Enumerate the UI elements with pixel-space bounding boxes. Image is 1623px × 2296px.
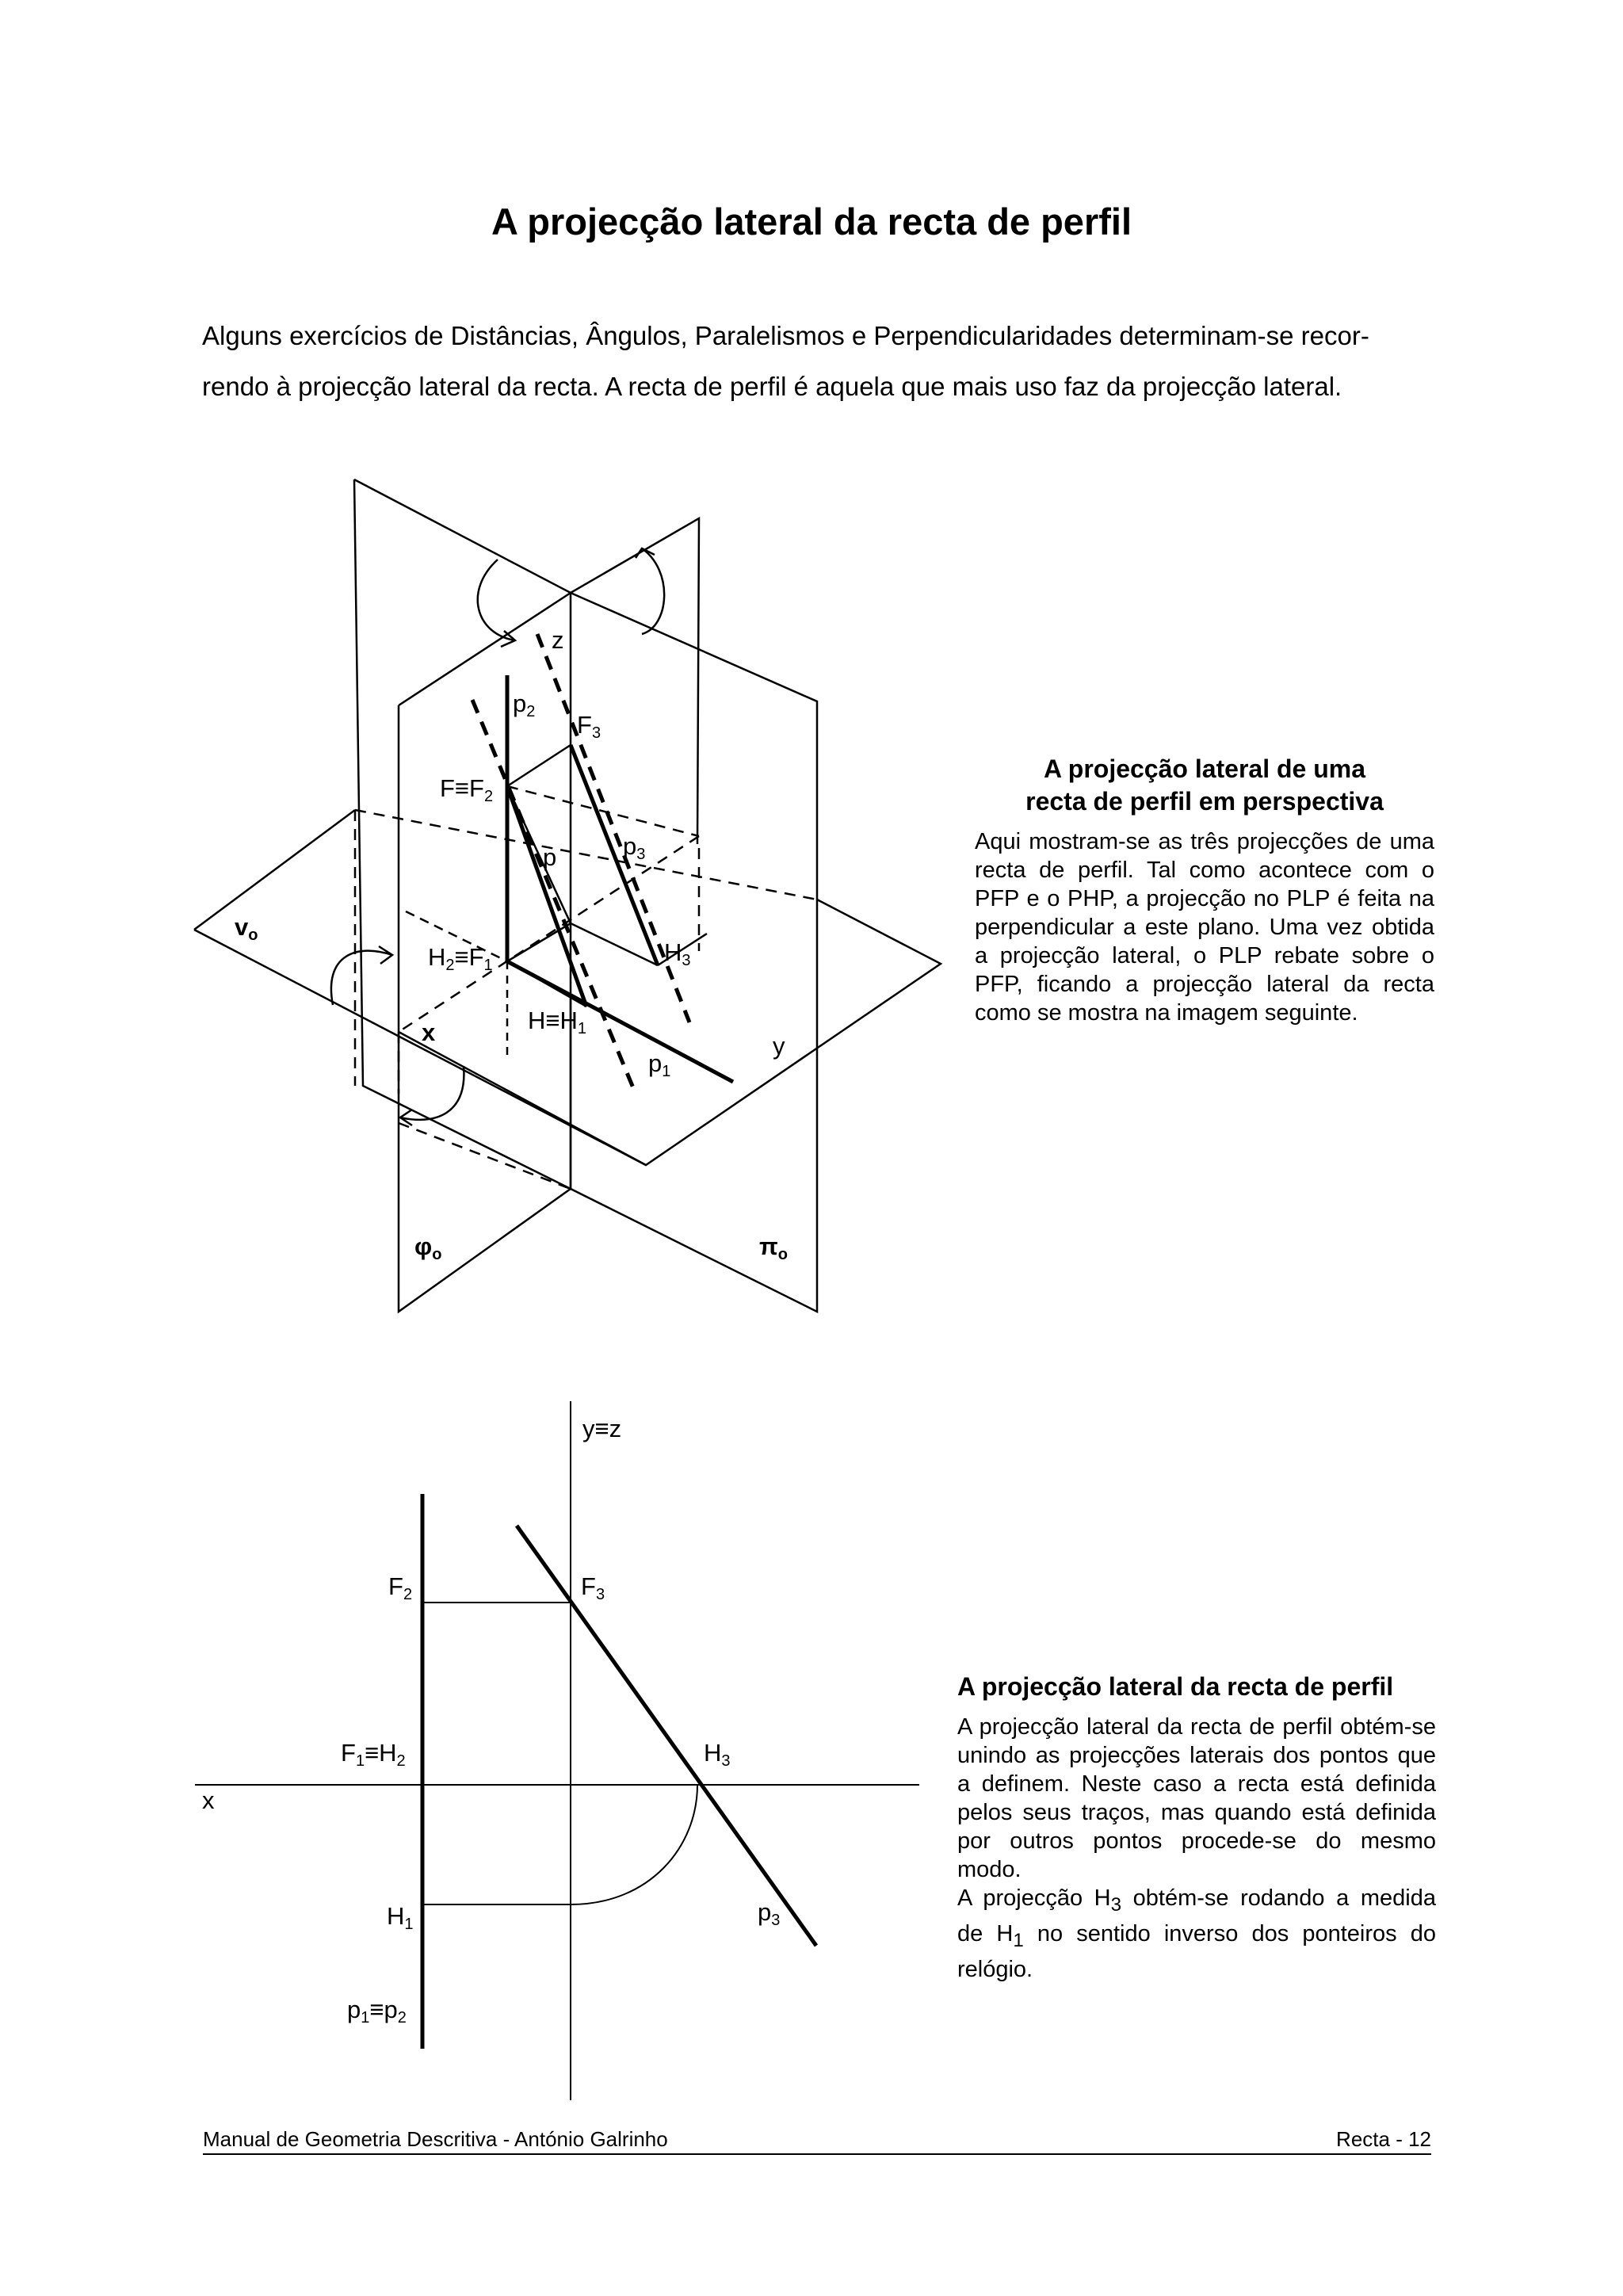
intro-line-1: Alguns exercícios de Distâncias, Ângulos, Paralelismos e Perpendicularidades determinam-se recor- bbox=[202, 321, 1369, 350]
label-F3: F3 bbox=[577, 711, 601, 742]
label-p2: p2 bbox=[513, 690, 536, 720]
label-H2-F1: H2≡F1 bbox=[428, 943, 493, 974]
label-H3: H3 bbox=[664, 938, 691, 969]
label-F1-H2: F1≡H2 bbox=[341, 1739, 406, 1770]
intro-line-2: rendo à projecção lateral da recta. A recta de perfil é aquela que mais uso faz da projecção lateral. bbox=[202, 372, 1342, 401]
label-F3: F3 bbox=[581, 1572, 605, 1603]
label-p3: p3 bbox=[758, 1898, 781, 1929]
label-F2: F2 bbox=[388, 1572, 413, 1603]
label-pi: πo bbox=[759, 1232, 788, 1263]
label-p: p bbox=[543, 843, 557, 871]
rotation-arc bbox=[571, 1785, 697, 1904]
page-footer bbox=[203, 2127, 1431, 2155]
caption-perspective-text: Aqui mostram-se as três projecções de uma recta de perfil. Tal como acontece com o PFP e o PHP, a projecção no PLP é feita na perpendicular a este plano. Uma vez obtida a projecção lateral, o PLP rebate sobre o PFP, ficando a projecção lateral da recta como se mostra na imagem seguinte. bbox=[975, 829, 1434, 1026]
caption-orthographic-text-1: A projecção lateral da recta de perfil obtém-se unindo as projecções laterais dos pontos que a definem. Neste caso a recta está definida pelos seus traços, mas quando está definida por outros pontos procede-se do mesmo modo. bbox=[957, 1714, 1436, 1882]
footer-right: Recta - 12 bbox=[1336, 2127, 1431, 2151]
caption-orthographic-heading: A projecção lateral da recta de perfil bbox=[957, 1672, 1394, 1701]
caption-perspective-heading-2: recta de perfil em perspectiva bbox=[1025, 787, 1384, 816]
page-title: A projecção lateral da recta de perfil bbox=[491, 201, 1132, 243]
label-p1-p2: p1≡p2 bbox=[347, 1996, 407, 2027]
caption-orthographic-text-2: A projecção $H_3$ obtém-se rodando a medida de $H_1$ no sentido inverso dos ponteiros do relógio. bbox=[957, 1885, 1436, 1982]
label-H3: H3 bbox=[704, 1739, 731, 1770]
label-p1: p1 bbox=[648, 1049, 671, 1080]
label-vo: vo bbox=[235, 913, 258, 944]
caption-perspective-heading-1: A projecção lateral de uma bbox=[1043, 755, 1366, 783]
label-x: x bbox=[202, 1786, 215, 1814]
caption-orthographic bbox=[957, 1671, 1436, 1984]
p3-line bbox=[517, 1526, 816, 1946]
label-p3: p3 bbox=[623, 832, 646, 863]
label-H1: H1 bbox=[387, 1902, 414, 1933]
label-x: x bbox=[422, 1018, 436, 1046]
footer-left: Manual de Geometria Descritiva - António Galrinho bbox=[203, 2127, 668, 2151]
label-y: y bbox=[773, 1032, 785, 1060]
label-z: z bbox=[552, 626, 564, 654]
label-phi: φo bbox=[414, 1232, 442, 1263]
label-F-F2: F≡F2 bbox=[440, 774, 494, 805]
label-yz: y≡z bbox=[582, 1415, 622, 1442]
label-H-H1: H≡H1 bbox=[528, 1007, 586, 1037]
caption-orthographic-text bbox=[957, 1713, 1436, 1984]
